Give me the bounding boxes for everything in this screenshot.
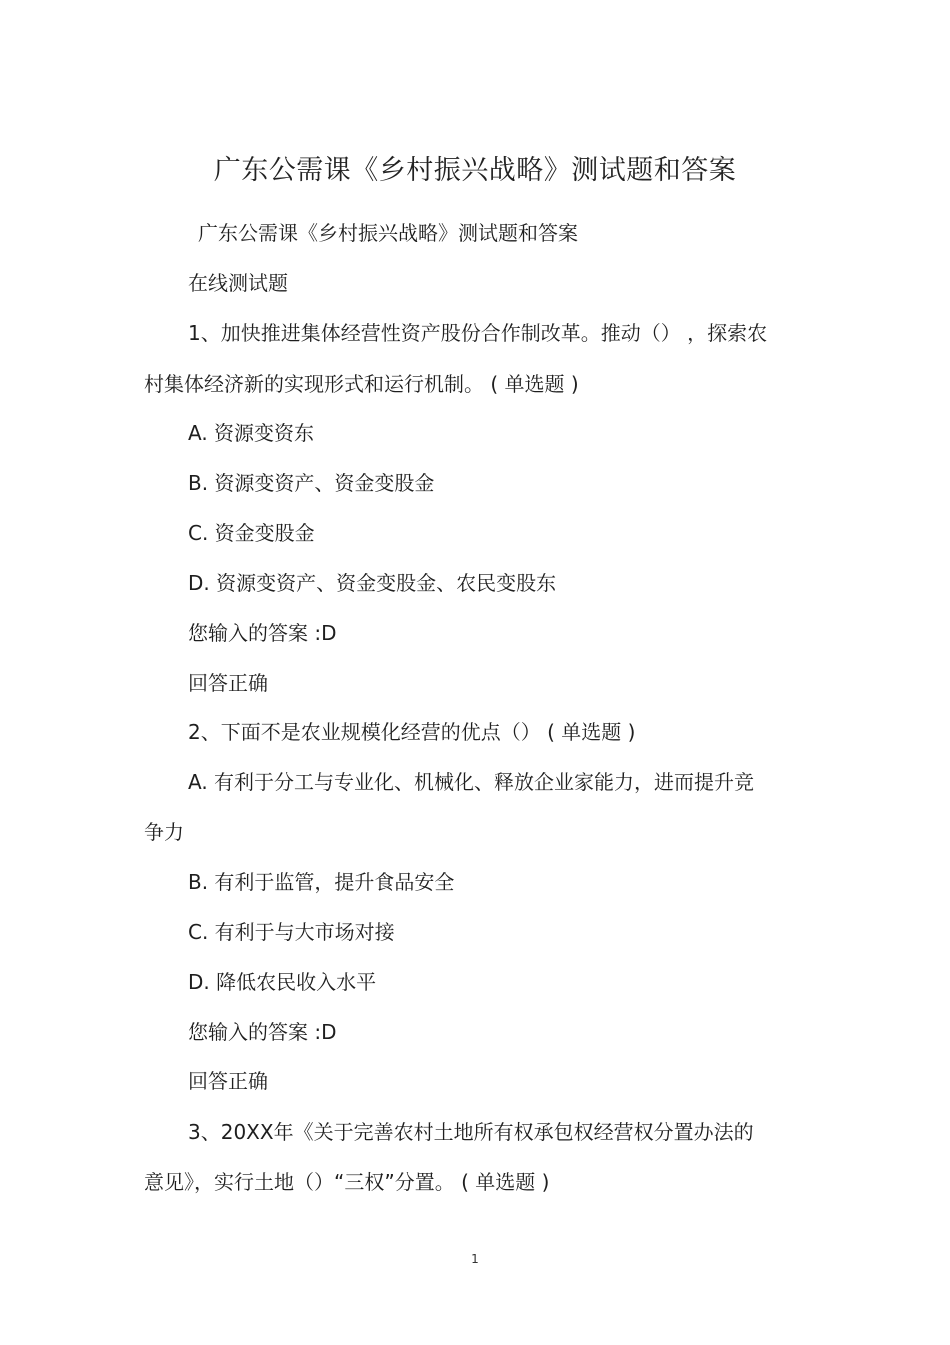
section-heading: 在线测试题: [188, 271, 288, 295]
question-1-text: 1、加快推进集体经营性资产股份合作制改革。推动（） ，探索农: [188, 321, 768, 345]
question-2-text: 2、下面不是农业规模化经营的优点（） ( 单选题 ): [188, 720, 636, 744]
question-2-option-a-continued: 争力: [144, 820, 184, 844]
question-3-text: 3、20XX年《关于完善农村土地所有权承包权经营权分置办法的: [188, 1120, 754, 1144]
question-1-result: 回答正确: [188, 671, 268, 695]
question-1-option-d: D. 资源变资产、资金变股金、农民变股东: [188, 571, 557, 595]
question-1-answer: 您输入的答案 :D: [188, 621, 337, 645]
question-1-option-b: B. 资源变资产、资金变股金: [188, 471, 435, 495]
question-1-option-c: C. 资金变股金: [188, 521, 315, 545]
question-2-option-c: C. 有利于与大市场对接: [188, 920, 395, 944]
question-2-result: 回答正确: [188, 1069, 268, 1093]
page-number: 1: [471, 1252, 479, 1266]
question-2-option-a: A. 有利于分工与专业化、机械化、释放企业家能力，进而提升竞: [188, 770, 755, 794]
question-3-text-continued: 意见》，实行土地（）“三权”分置。 ( 单选题 ): [144, 1170, 550, 1194]
question-1-text-continued: 村集体经济新的实现形式和运行机制。 ( 单选题 ): [144, 372, 579, 396]
document-subtitle: 广东公需课《乡村振兴战略》测试题和答案: [198, 221, 578, 245]
question-2-option-b: B. 有利于监管，提升食品安全: [188, 870, 455, 894]
question-2-option-d: D. 降低农民收入水平: [188, 970, 377, 994]
question-1-option-a: A. 资源变资东: [188, 421, 315, 445]
question-2-answer: 您输入的答案 :D: [188, 1020, 337, 1044]
document-title: 广东公需课《乡村振兴战略》测试题和答案: [213, 155, 737, 186]
